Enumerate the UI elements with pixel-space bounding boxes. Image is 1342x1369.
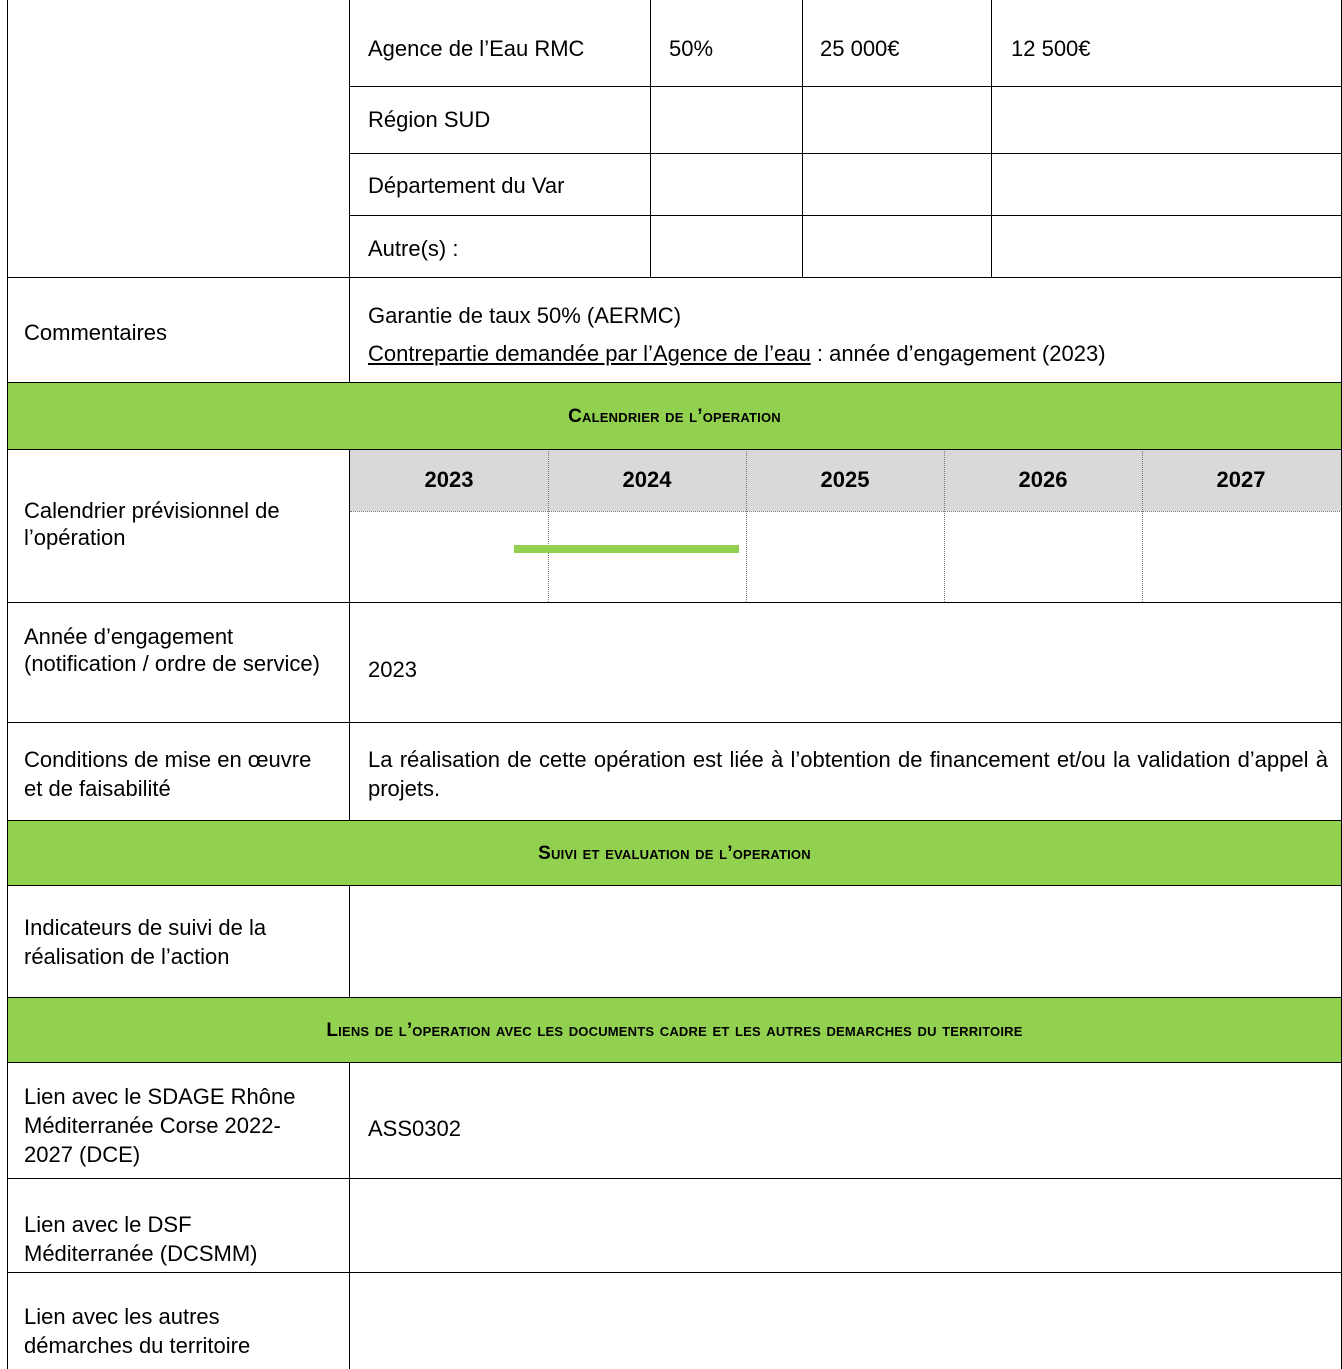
funder-name: Région SUD: [368, 107, 491, 132]
sdage-label: Lien avec le SDAGE Rhône Méditerranée Corse 2022-2027 (DCE): [24, 1084, 296, 1167]
other-label: Lien avec les autres démarches du territoire: [24, 1304, 251, 1358]
conditions-value: La réalisation de cette opération est liée à l’obtention de financement et/ou la validation d’appel à projets.: [368, 747, 1328, 801]
calendar-label: Calendrier prévisionnel de l’opération: [24, 498, 280, 550]
funding-rate: 50%: [669, 36, 714, 61]
row-separator: [7, 722, 1342, 723]
funder-name: Agence de l’Eau RMC: [368, 36, 585, 61]
comments-line-1: Garantie de taux 50% (AERMC): [368, 303, 682, 328]
row-separator: [7, 602, 1342, 603]
row-separator: [7, 382, 1342, 383]
row-separator: [7, 820, 1342, 821]
funder-name: Autre(s) :: [368, 236, 459, 261]
year-2026: 2026: [1018, 467, 1068, 492]
engagement-value: 2023: [368, 657, 417, 682]
row-separator: [7, 449, 1342, 450]
year-2025: 2025: [820, 467, 870, 492]
comments-label: Commentaires: [24, 320, 168, 345]
followup-section-title: Suivi et evaluation de l’operation: [538, 843, 811, 864]
year-header-separator: [350, 511, 1342, 512]
year-2027: 2027: [1216, 467, 1266, 492]
row-separator: [7, 1272, 1342, 1273]
row-separator: [7, 885, 1342, 886]
comments-line-2: [368, 340, 1106, 367]
row-separator: [349, 153, 1342, 154]
funding-col-divider: [650, 0, 651, 277]
followup-label: Indicateurs de suivi de la réalisation de l’action: [24, 915, 267, 969]
row-separator: [7, 1178, 1342, 1179]
table-border-left: [7, 0, 8, 1369]
column-divider: [349, 885, 350, 998]
funding-col-divider: [991, 0, 992, 277]
document-page: [7, 0, 1342, 1369]
row-separator: [7, 277, 1342, 278]
links-section-title: Liens de l’operation avec les documents cadre et les autres demarches du territoire: [326, 1020, 1023, 1041]
column-divider: [349, 1062, 350, 1369]
dsf-label: Lien avec le DSF Méditerranée (DCSMM): [24, 1212, 258, 1266]
schedule-bar: [514, 545, 739, 553]
row-separator: [7, 1062, 1342, 1063]
conditions-label: Conditions de mise en œuvre et de faisabilité: [24, 747, 312, 801]
year-2024: 2024: [622, 467, 672, 492]
year-2023: 2023: [424, 467, 474, 492]
funding-amount: 12 500€: [1011, 36, 1091, 61]
calendar-section-title: Calendrier de l’operation: [568, 406, 781, 427]
row-separator: [349, 86, 1342, 87]
sdage-value: ASS0302: [368, 1116, 461, 1141]
column-divider: [349, 0, 350, 383]
column-divider: [349, 449, 350, 821]
funding-base: 25 000€: [820, 36, 900, 61]
funding-col-divider: [802, 0, 803, 277]
engagement-label: Année d’engagement (notification / ordre de service): [24, 624, 320, 676]
row-separator: [349, 215, 1342, 216]
comments-rest-text: : année d’engagement (2023): [810, 341, 1106, 366]
row-separator: [7, 997, 1342, 998]
comments-underlined-text: Contrepartie demandée par l’Agence de l’eau: [368, 341, 811, 366]
funder-name: Département du Var: [368, 173, 565, 198]
